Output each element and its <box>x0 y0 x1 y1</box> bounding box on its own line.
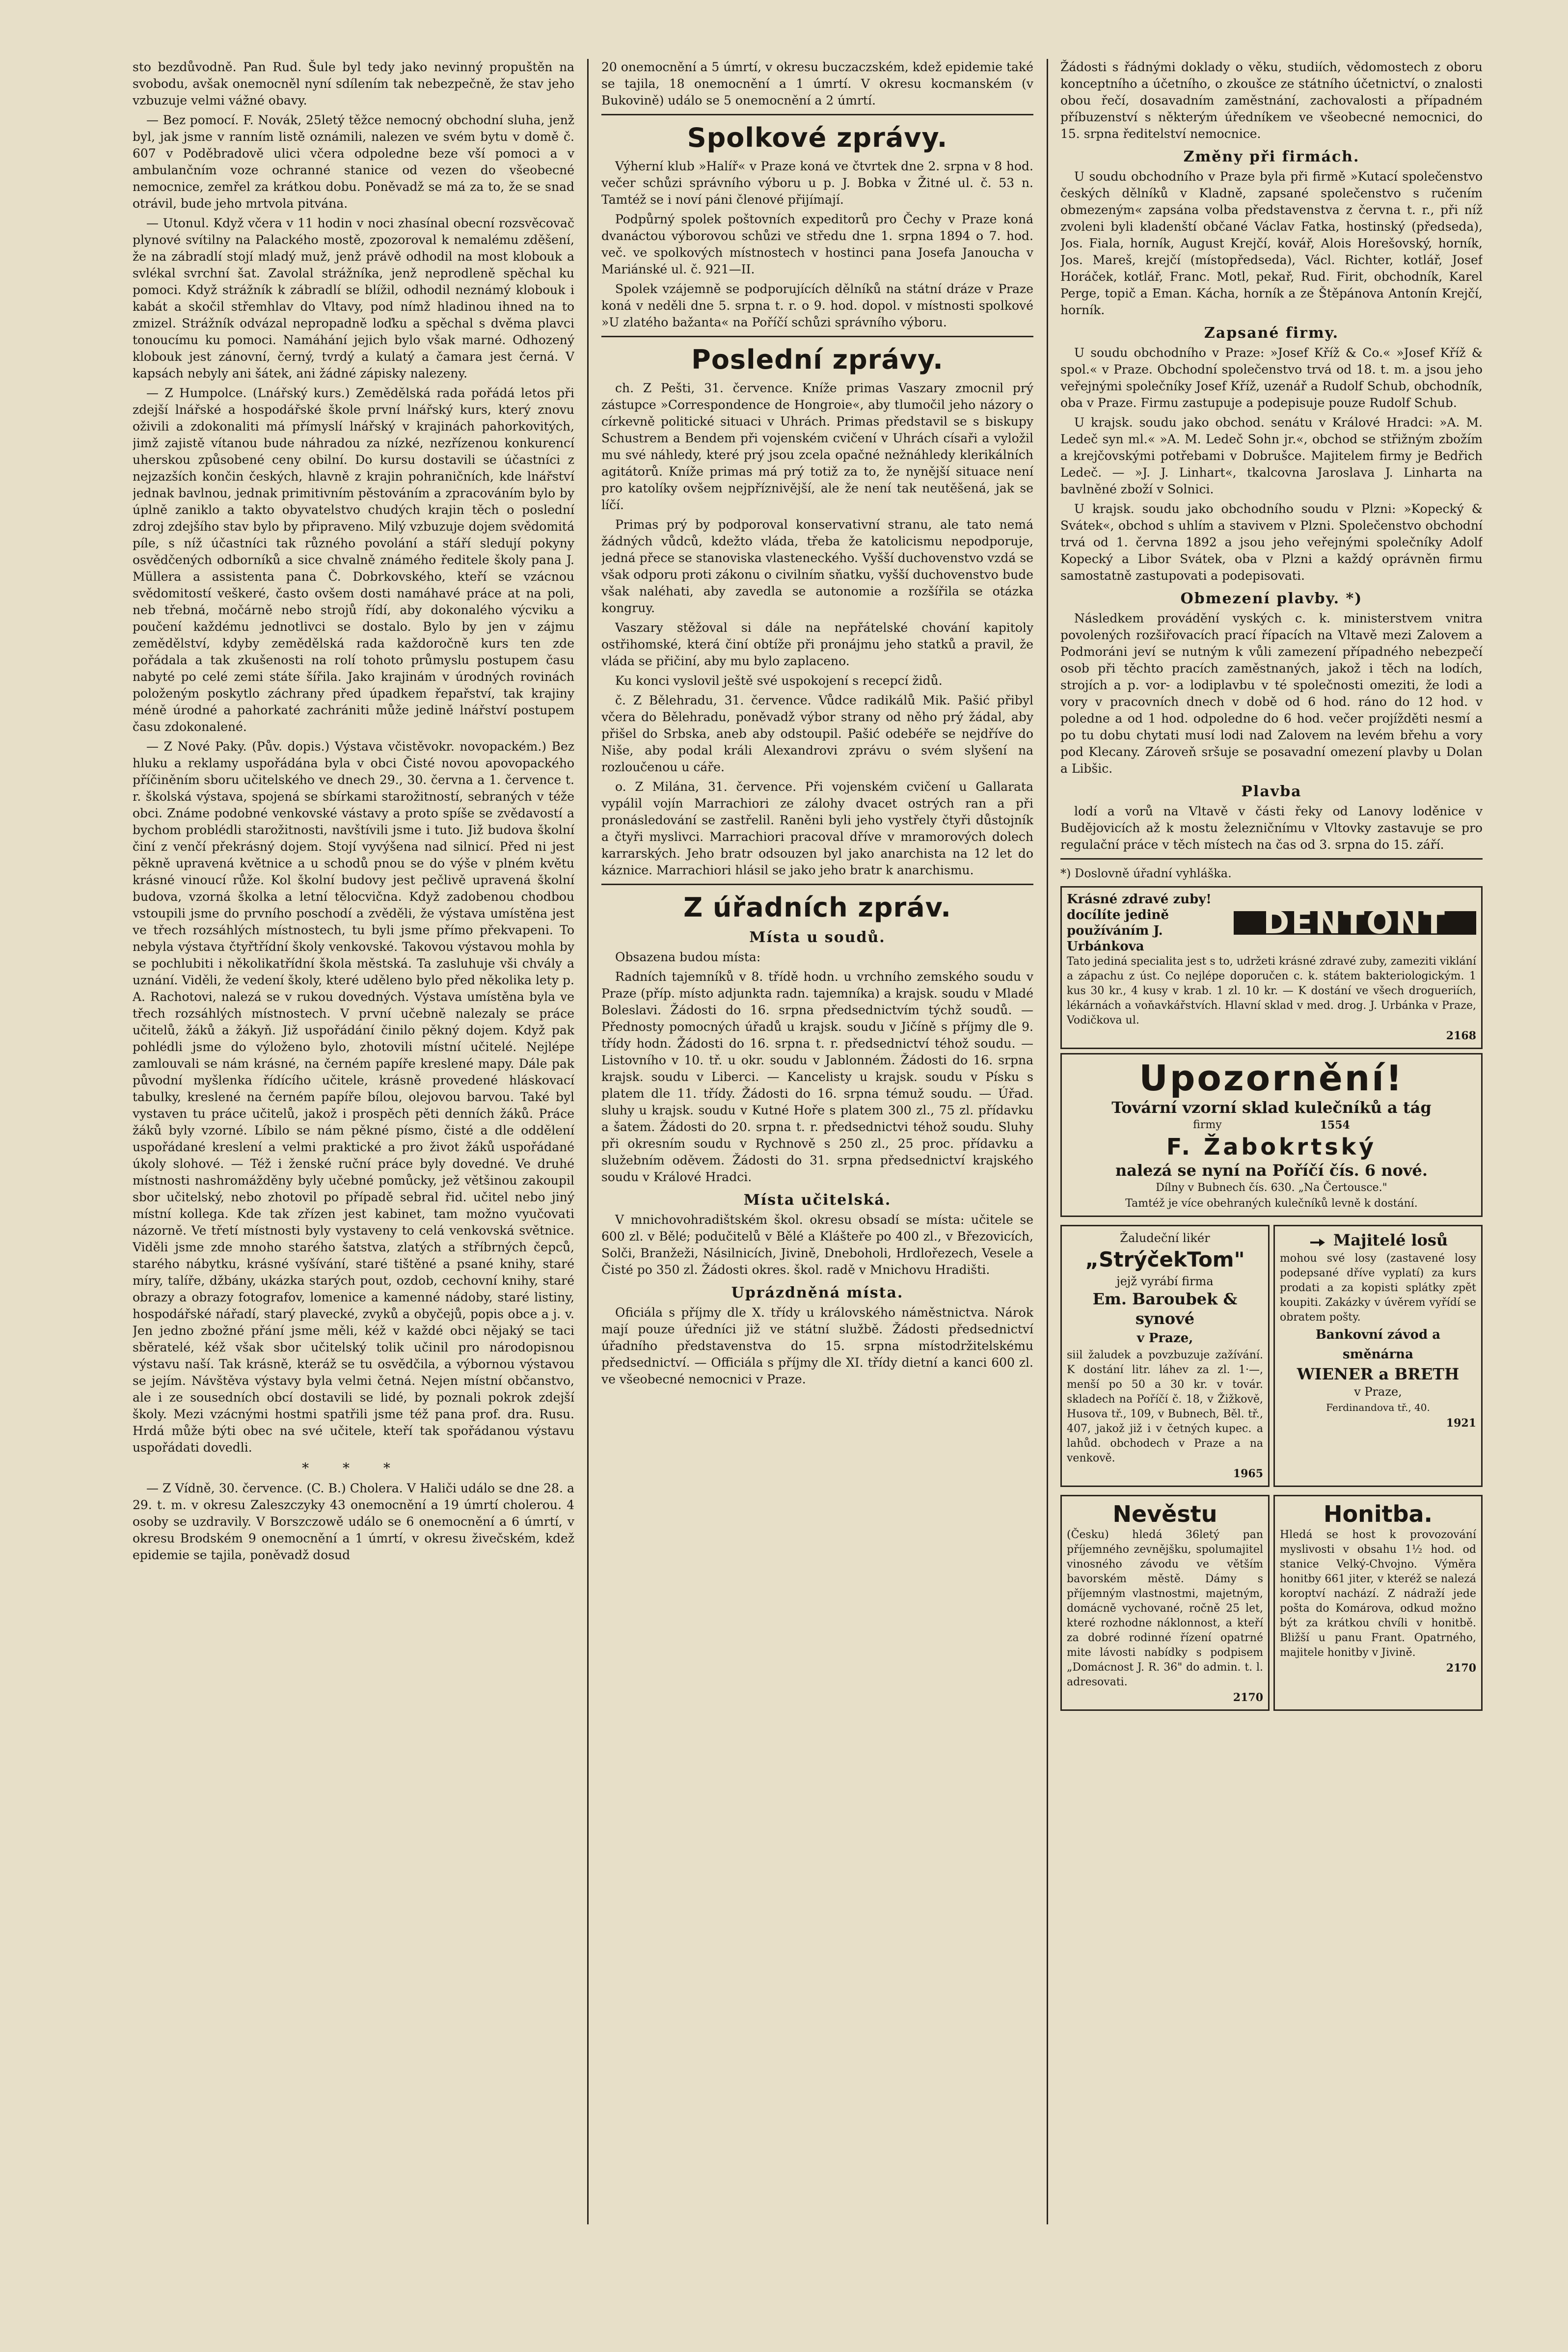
column-rule-2 <box>1047 59 1048 2224</box>
ad-dentont-left: Krásné zdravé zuby! docílíte jedině používáním J. Urbánkova <box>1067 892 1212 954</box>
column-rule-1 <box>587 59 589 2224</box>
ad-stryc-city: v Praze, <box>1136 1331 1193 1346</box>
ad-stryc-firm: Em. Baroubek & synové <box>1092 1290 1238 1328</box>
shipping-notice: lodí a vorů na Vltavě v části řeky od Lanovy loděnice v Budějovicích až k mostu železničnímu v Vltovky zastavuje se pro regulační práce v těch místech na čas od 3. srpna do 15. září. <box>1060 804 1483 852</box>
ad-honitba <box>1273 1495 1483 1711</box>
ad-dentont <box>1060 886 1483 1049</box>
column-3 <box>1060 59 1483 2224</box>
footer-strip <box>133 2224 1483 2253</box>
ad-upozorneni-line3: Dílny v Bubnech čís. 630. „Na Čertousce." <box>1156 1182 1387 1194</box>
ad-upozorneni-title: Upozornění! <box>1139 1057 1404 1099</box>
subhead-uprazd: Uprázdněná místa. <box>731 1284 904 1301</box>
ad-stryc-text: siil žaludek a povzbuzuje zažívání. K dostání litr. láhev za zl. 1·—, menší po 50 a 30 kr. v továr. skladech na Poříčí č. 18, v Žižkově, Husova tř., 109, v Bubnech, Běl. tř., 407, jakož již i v četných kupec. a lahůd. obchodech v Praze a na venkově. <box>1067 1349 1263 1464</box>
ad-losy-text: mohou své losy (zastavené losy podepsané dříve vyplatí) za kurs prodati a za kopisti splátky zpět koupiti. Zakázky v úvěrem vyřídí se obratem pošty. <box>1280 1252 1476 1324</box>
club-notice: Výherní klub »Halíř« v Praze koná ve čtvrtek dne 2. srpna v 8 hod. večer schůzi správního výboru u p. J. Bobka v Žitné ul. č. 53 n. Tamtéž se i noví páni členové přijímají. <box>601 159 1033 207</box>
ad-upozorneni-line1: Tovární vzorní sklad kulečníků a tág <box>1111 1098 1432 1117</box>
footnote: *) Doslovně úřadní vyhláška. <box>1060 866 1232 880</box>
ad-nevesta-title: Nevěstu <box>1112 1501 1217 1527</box>
ad-honitba-text: Hledá se host k provozování myslivosti v obsahu 1½ hod. od stanice Velký-Chvojno. Výměra honitby 661 jiter, v kteréž se nalezá koroptví nachází. Z nádraží jede pošta do Komárova, odkud možno být za krátkou chvíli v honitbě. Bližší u panu Frant. Opatrného, majitele honitby v Jivině. <box>1280 1529 1476 1659</box>
article-paragraph: — Utonul. Když včera v 11 hodin v noci zhasínal obecní rozsvěcovač plynové svítilny na Palackého mostě, zpozoroval k nemalému zděšení, že na zábradlí stojí mladý muž, jenž právě odhodil na most klobouk a svlékal svrchní šat. Zavolal strážníka, jenž neprodleně spěchal ku pomoci. Když strážník k zábradlí se blížil, odhodil neznámý klobouk i kabát a skočil střemhlav do Vltavy, pod nímž hladinou ihned na to zmizel. Strážník odvázal nepropadně loďku a spěchal s dvěma plavci tonoucímu ku pomoci. Namáhání jejich bylo však marné. Odhozený klobouk jest zánovní, černý, tvrdý a kulatý a čamara jest černá. V kapsách nebyly ani šátek, ani žádné zápisky nalezeny. <box>133 216 574 380</box>
ad-upozorneni-firmy: firmy <box>1193 1119 1222 1131</box>
club-notice: Podpůrný spolek poštovních expeditorů pro Čechy v Praze koná dvanáctou výborovou schůzi ve středu dne 1. srpna 1894 o 7. hod. več. ve spolkových místnostech v hostinci pana Josefa Janoucha v Mariánské ul. č. 921—II. <box>601 212 1033 276</box>
subhead-obmez: Obmezení plavby. *) <box>1180 590 1363 607</box>
news-paragraph: Primas prý by podporoval konservativní stranu, ale tato nemá žádných vůdců, kdežto vláda, třeba že katolicismu nepodporuje, jedná přece se stanoviska vlasteneckého. Vyšší duchovenstvo vzdá se však odporu proti zákonu o civilním sňatku, vyšší duchovenstvo bude však naléhati, aby zavedla se autonomie a rozšířila se otázka kongruy. <box>601 517 1033 615</box>
ad-losy-bank: Bankovní závod a směnárna <box>1315 1327 1441 1362</box>
news-paragraph: č. Z Bělehradu, 31. července. Vůdce radikálů Mik. Pašić přibyl včera do Bělehradu, poněvadž výbor strany od něho prý žádal, aby přišel do Srbska, aneb aby odstoupil. Pašić odebéře se nejdříve do Niše, aby podal králi Alexandrovi zprávu o svém slyšení na rozloučenou u cáře. <box>601 693 1033 774</box>
subhead-soudy: Místa u soudů. <box>749 929 886 946</box>
ad-losy-title-text: Majitelé losů <box>1333 1231 1448 1249</box>
ad-number: 1921 <box>1446 1416 1476 1430</box>
article-paragraph: — Bez pomocí. F. Novák, 25letý těžce nemocný obchodní sluha, jenž byl, jak jsme v ranním listě oznámili, nalezen ve svém bytu v domě č. 607 v Poděbradově ulici včera odpoledne beze vší pomoci a v ambulančním voze ochranné stanice od vezen do všeobecné nemocnice, zemřel za krátkou dobu. Poněvadž se má za to, že se snad otrávil, bude jeho mrtvola pitvána. <box>133 113 574 211</box>
dentont-logo: DENTONT <box>1234 911 1476 935</box>
firm-notice: U krajsk. soudu jako obchod. senátu v Králové Hradci: »A. M. Ledeč syn ml.« »A. M. Ledeč Sohn jr.«, obchod se střižným zbožím a krejčovskými potřebami v Dobrušce. Majitelem firmy je Bedřich Ledeč. — »J. J. Linhart«, tkalcovna Jaroslava J. Linharta na bavlněné zboží v Solnici. <box>1060 415 1483 496</box>
ads-row-2 <box>1060 1491 1483 1715</box>
ad-nevesta-text: (Česku) hledá 36letý pan příjemného zevnějšku, spolumajitel vinosného závodu ve větším bavorském městě. Dámy s příjemným vlastnostmi, majetným, domácně vychované, ročně 25 let, které rozhodne náklonnost, a kteří za dobré rodinné řízení opatrné mite lávosti nabídky s podpisem „Domácnost J. R. 36" do admin. t. l. adresovati. <box>1067 1529 1263 1688</box>
section-stars: * * * <box>302 1460 405 1476</box>
divider <box>601 884 1033 885</box>
article-cont: 20 onemocnění a 5 úmrtí, v okresu buczaczském, kdež epidemie také se tajila, 18 onemocnění a 1 úmrtí. V okresu kocmanském (v Bukovině) událo se 5 onemocnění a 2 úmrtí. <box>601 60 1033 108</box>
ad-dentont-text: Tato jediná specialita jest s to, udržeti krásné zdravé zuby, zameziti viklání a zápachu z úst. Co nejlépe doporučen c. k. státem bakteriologickým. 1 kus 30 kr., 4 kusy v krab. 1 zl. 10 kr. — K dostání ve všech drogueriích, lékárnách a voňavkářstvích. Hlavní sklad v med. drog. J. Urbánka v Praze, Vodičkova ul. <box>1067 955 1476 1027</box>
article-paragraph: sto bezdůvodně. Pan Rud. Šule byl tedy jako nevinný propuštěn na svobodu, avšak onemocněl nyní sdílením tak nebezpečně, že stav jeho vzbuzuje velmi vážné obavy. <box>133 60 574 108</box>
ad-stryc-tom <box>1060 1225 1270 1487</box>
news-paragraph: ch. Z Pešti, 31. července. Kníže primas Vaszary zmocnil prý zástupce »Correspondence de Hongroie«, aby tlumočil jeho názory o církevně politické situaci v Uhrách. Primas představil se s biskupy Schustrem a Bendem při vojenském cvičení v Uhrách císaři a vyložil mu své náhledy, které prý jsou zcela opačné nežnáhledy klerikálních agitátorů. Kníže primas má prý totiž za to, že nynější situace není pro katolíky ovšem nejpříznivější, ale že není tak neutěšená, jak se líčí. <box>601 381 1033 512</box>
ad-honitba-title: Honitba. <box>1323 1501 1433 1527</box>
official-cont: Žádosti s řádnými doklady o věku, studiích, vědomostech z oboru konceptního a účetního, o zkoušce ze státního účetnictví, o znalosti obou řečí, dosavadním zaměstnání, zachovalosti a případném příbuzenství s některým úředníkem ve všeobecné nemocnici, do 15. srpna ředitelství nemocnice. <box>1060 60 1483 141</box>
ad-upozorneni-name: F. Žabokrtský <box>1166 1134 1377 1160</box>
ad-number: 2170 <box>1446 1662 1476 1675</box>
hand-icon <box>1308 1232 1328 1251</box>
section-title-spolkove: Spolkové zprávy. <box>687 122 948 153</box>
divider <box>601 114 1033 115</box>
ad-losy-name: WIENER a BRETH <box>1297 1364 1460 1383</box>
firm-notice: U soudu obchodního v Praze byla při firmě »Kutací společenstvo českých dělníků v Kladně, zapsané společenstvo s ručením obmezeným« zapsána volba představenstva z června t. r., při níž zvoleni byli kladenští občané Václav Fatka, hostinský (předseda), Jos. Fiala, horník, August Krejčí, kovář, Alois Horešovský, horník, Jos. Mareš, krejčí (místopředseda), Václ. Richter, kotlář, Josef Horáček, kotlář, Franc. Motl, pekař, Rud. Firit, obchodník, Karel Perge, topič a Eman. Kácha, horník a ze Štěpánova Antonín Krejčí, horník. <box>1060 169 1483 317</box>
subhead-plavba: Plavba <box>1241 783 1302 800</box>
ad-upozorneni <box>1060 1053 1483 1217</box>
shipping-notice: Následkem provádění vyských c. k. ministerstvem vnitra povolených rozšiřovacích prací řípacích na Vltavě mezi Zalovem a Podmoráni jeví se nutným k vůli zamezení případného nebezpečí osob při těchto pracích zaměstnaných, jakož i těch na lodích, strojích a p. vor- a lodiplavbu v té společnosti omeziti, že lodi a vory v pracovních dnech v době od 6 hod. ráno do 12 hod. v poledne a od 1 hod. odpoledne do 6 hod. večer projížděti nesmí a po tu dobu chytati musí lodi nad Zalovem na levém břehu a vory pod Klecany. Zároveň sršuje se posavadní omezení plavby u Dolan a Libšic. <box>1060 611 1483 776</box>
official-paragraph: Oficiála s příjmy dle X. třídy u královského náměstnictva. Nárok mají pouze úředníci již ve státní službě. Žádosti předsednictví úřadního představenstva do 15. srpna místodržitelskému předsednictví. — Officiála s příjmy dle XI. třídy dietní a kanci 600 zl. ve všeobecné nemocnici v Praze. <box>601 1305 1033 1386</box>
divider <box>1060 858 1483 860</box>
ad-nevesta <box>1060 1495 1270 1711</box>
firm-notice: U krajsk. soudu jako obchodního soudu v Plzni: »Kopecký & Svátek«, obchod s uhlím a stavivem v Plzni. Společenstvo obchodní trvá od 1. června 1892 a jsou jeho veřejnými společníky Adolf Kopecký a Libor Svátek, oba v Plzni a každý oprávněn firmu samostatně zastupovati a podepisovati. <box>1060 502 1483 583</box>
section-title-posledni: Poslední zprávy. <box>691 344 944 375</box>
ad-number: 2168 <box>1446 1029 1476 1042</box>
ad-stryc-name: „StrýčekTom" <box>1085 1247 1245 1271</box>
firm-notice: U soudu obchodního v Praze: »Josef Kříž & Co.« »Josef Kříž & spol.« v Praze. Obchodní společenstvo trvá od 18. t. m. a jsou jeho veřejnými společníky Josef Kříž, uzenář a Rudolf Schub, obchodník, oba v Praze. Firmu zastupuje a podepisuje pouze Rudolf Schub. <box>1060 346 1483 410</box>
ad-stryc-pre: Žaludeční likér <box>1120 1231 1210 1245</box>
news-paragraph: Ku konci vyslovil ještě své uspokojení s recepcí židů. <box>615 674 943 688</box>
column-2 <box>601 59 1033 2224</box>
official-paragraph: V mnichovohradištském škol. okresu obsadí se místa: učitele se 600 zl. v Bělé; podučitelů v Bělé a Klášteře po 400 zl., v Březovicích, Solči, Branžeži, Násilnicích, Jivině, Dneboholi, Hrdlořezech, Vesele a Čisté po 350 zl. Žádosti okres. škol. radě v Mnichovu Hradišti. <box>601 1213 1033 1277</box>
subhead-zmeny: Změny při firmách. <box>1183 148 1360 165</box>
ad-number: 1554 <box>1320 1119 1350 1132</box>
ad-stryc-by: jejž vyrábí firma <box>1116 1274 1214 1288</box>
official-paragraph: Radních tajemníků v 8. třídě hodn. u vrchního zemského soudu v Praze (příp. místo adjunkta radn. tajemníka) a krajsk. soudu v Mladé Boleslavi. Žádosti do 16. srpna předsednictvím týchž soudů. — Přednosty pomocných úřadů u krajsk. soudu v Jičíně s příjmy dle 9. třídy hodn. Žádosti do 16. srpna t. r. předsednictví téhož soudu. — Listovního v 10. tř. u okr. soudu v Jablonném. Žádosti do 16. srpna krajsk. soudu v Liberci. — Kancelisty u krajsk. soudu v Písku s platem dle 11. třídy. Žádosti do 16. srpna témuž soudu. — Úřad. sluhy u krajsk. soudu v Kutné Hoře s platem 300 zl., 75 zl. přídavku a šatem. Žádosti do 20. srpna t. r. předsednictvi téhož soudu. Sluhy při okresním soudu v Rychnově s 250 zl., 25 proc. přídavku a služebním oděvem. Žádosti do 31. srpna předsednictví krajského soudu v Králové Hradci. <box>601 970 1033 1184</box>
ad-number: 2170 <box>1233 1691 1263 1704</box>
ads-row-1 <box>1060 1221 1483 1491</box>
column-1 <box>133 59 574 2224</box>
section-title-urad: Z úřadních zpráv. <box>683 892 951 923</box>
divider <box>601 336 1033 337</box>
ad-upozorneni-line4: Tamtéž je více obehraných kulečníků levně k dostání. <box>1125 1197 1418 1210</box>
subhead-zapsane: Zapsané firmy. <box>1204 324 1339 342</box>
article-cholera: — Z Vídně, 30. července. (C. B.) Cholera. V Haliči událo se dne 28. a 29. t. m. v okresu Zaleszczyky 43 onemocnění a 19 úmrtí cholerou. 4 osoby se uzdravily. V Borszczowě událo se 6 onemocnění a 6 úmrtí, v okresu Brodském 9 onemocnění a 1 úmrtí, v okresu živečském, kdež epidemie se tajila, poněvadž dosud <box>133 1481 574 1562</box>
subhead-ucitel: Místa učitelská. <box>743 1191 892 1209</box>
club-notice: Spolek vzájemně se podporujících dělníků na státní dráze v Praze koná v neděli dne 5. srpna t. r. o 9. hod. dopol. v místnosti spolkové »U zlatého bažanta« na Poříčí schůzi správního výboru. <box>601 282 1033 329</box>
article-paragraph: — Z Nové Paky. (Pův. dopis.) Výstava včistěvokr. novopackém.) Bez hluku a reklamy uspořádána byla v obci Čisté novou apovopackého příčiněním sboru učitelského ve dnech 29., 30. června a 1. července t. r. školská výstava, spojená se sbírkami starožitností, sebraných v téže obci. Známe podobné venkovské vástavy a proto spíše se zvědavostí a bychom problédli starožitnosti, navštívili jsme i tuto. Již budova školní činí z venčí překrásný dojem. Stojí vyvýšena nad silnicí. Před ni jest pěkně upravená květnice a u schodů pnou se do výše v plném květu krásné vinoucí růže. Kol školní budovy jest pečlivě upravená školní budova, vzorná školka a letní tělocvična. Když zadobenou chodbou vstoupili jsme do prvního poschodí a zvěděli, že výstava umístěna jest ve třech rozsáhlých místnostech, tu byli jsme přímo překvapeni. To nebyla výstava čtyřtřídní školy venkovské. Takovou výstavou mohla by se pochlubiti i několikatřídní škola městská. Ta zasluhuje vši chvály a uznání. Viděli, že vedení školy, které uděleno bylo před několika lety p. A. Rachotovi, nalezá se v rukou dovedných. Výstava umístěna byla ve třech rozsáhlých místnostech. V první učebně nalezaly se práce učitelů, žáků a žákyň. Již uspořádání činilo pěkný dojem. Když pak pohlédli jsme do výloženo bylo, zhotovili místní učitelé. Nejlépe zamlouvali se nám krásné, na černém papíře kreslené mapy. Dále pak původní myšlenka řídícího učitele, krásně provedené hláskovací tabulky, kreslené na černém papíře bílou, olejovou barvou. Také byl vystaven tu práce učitelů, jakož i prospěch pěti denních žáků. Práce žáků byly vzorné. Líbilo se nám pěkné písmo, čisté a dle oddělení uspořádané kreslení a velmi praktické a pro život žáků uspořádané úkoly slohové. — Též i ženské ruční práce byly dovedné. Ve druhé místnosti nashromážděny byly učebné pomůcky, jež většinou zakoupil sbor učitelský, nebo zhotovil po případě sebral řid. učitel nebo jiný místní kollega. Kde tak zřízen jest kabinet, tam možno vyučovati názorně. Ve třetí místnosti byly vystaveny to celá venkovská světnice. Viděli jsme zde mnoho starého šatstva, zlatých a stříbrných čepců, starého nábytku, krásné vyšívání, staré tištěné a psané knihy, staré míry, talíře, džbány, ukázka starých pout, ozdob, cechovní knihy, staré obrazy a obrazy fotografov, lomenice a kamenné nádoby, staré listiny, hospodářské nářadí, starý plavecké, zvyků a obyčejů, popis obce a j. v. Jen jedno zbožné přání jsme měli, kéž v každé obci nějaký se taci sběratelé, kéž však sbor učitelský tolik učinil pro národopisnou výstavu naší. Tak krásně, kteráž se tu osvědčila, a výbornou výstavou se jejím. Návštěva výstavy byla velmi četná. Nejen místní občanstvo, ale i ze sousedních obcí dostavili se lidé, by poznali pokrok zdejší školy. Mezi vzácnými hostmi spatřili jsme též pana prof. dra. Rusu. Hrdá může býti obec na své učitele, kteří tak spořádanou výstavu uspořádati dovedli. <box>133 739 574 1455</box>
news-paragraph: o. Z Milána, 31. července. Při vojenském cvičení u Gallarata vypálil vojín Marrachiori ze zálohy dvacet ostrých ran a při pronásledování se zastřelil. Raněni byli jeho vystřely čtyři důstojník a čtyři myslivci. Marrachiori pracoval dříve v mramorových dolech karrarských. Jeho bratr odsouzen byl jako anarchista na 12 let do káznice. Marrachiori hlásil se jako jeho bratr k anarchismu. <box>601 780 1033 877</box>
ad-losy <box>1273 1225 1483 1487</box>
ad-losy-title <box>1280 1230 1476 1251</box>
ad-losy-addr: Ferdinandova tř., 40. <box>1326 1401 1430 1413</box>
official-intro: Obsazena budou místa: <box>615 950 761 964</box>
ad-upozorneni-line2: nalezá se nyní na Poříčí čís. 6 nové. <box>1115 1161 1428 1180</box>
ad-number: 1965 <box>1233 1467 1263 1480</box>
news-paragraph: Vaszary stěžoval si dále na nepřátelské chování kapitoly ostřihomské, která činí obtíže při pronájmu jeho statků a pravil, že vláda se přičiní, aby mu bylo zaplaceno. <box>601 621 1033 668</box>
ad-losy-city: v Praze, <box>1354 1384 1402 1399</box>
article-paragraph: — Z Humpolce. (Lnářský kurs.) Zemědělská rada pořádá letos při zdejší lnářské a hospodářské škole první lnářský kurs, který znovu oživili a zdokonaliti má přímyslí lnářský v krajinách pahorkovitých, jimž zajistě vítanou bude náhradou za nízké, nezřízenou konkurencí uherskou způsobené ceny obilní. Do kursu dostavili se účastníci z nejzazších končin českých, hlavně z krajin pohraničních, kde lnářství jednak bavlnou, jednak primitivním pěstováním a zpracováním bylo by úplně zaniklo a takto obyvatelstvo chudých krajin těch o poslední zdroj zdejšího stav bylo by připraveno. Milý vzbuzuje dojem svědomitá píle, s níž účastníci tak různého povolání a stáří sledují pokyny osvědčených odborníků a sice chvalně známého ředitele školy pana J. Müllera a assistenta pana Č. Dobrkovského, kteří se vzácnou svědomitostí veškeré, často ovšem dosti namáhavé práce at na poli, neb třebná, močárně nebo strojů řídí, aby dokonalého výcviku a poučení každému jednotlivci se dostalo. Bylo by jen v zájmu zemědělství, kdyby zemědělská rada každoročně kurs ten zde pořádala a tak zkušenosti na rolí tohoto průmyslu postupem času nabyté po celé zemi státe šířila. Jako krajinám v úrodných rovinách položeným poskytlo záchrany před úpadkem řepařství, tak krajiny méně úrodné a pahorkaté zachrániti může jedině lnářství postupem času zdokonalené. <box>133 386 574 734</box>
